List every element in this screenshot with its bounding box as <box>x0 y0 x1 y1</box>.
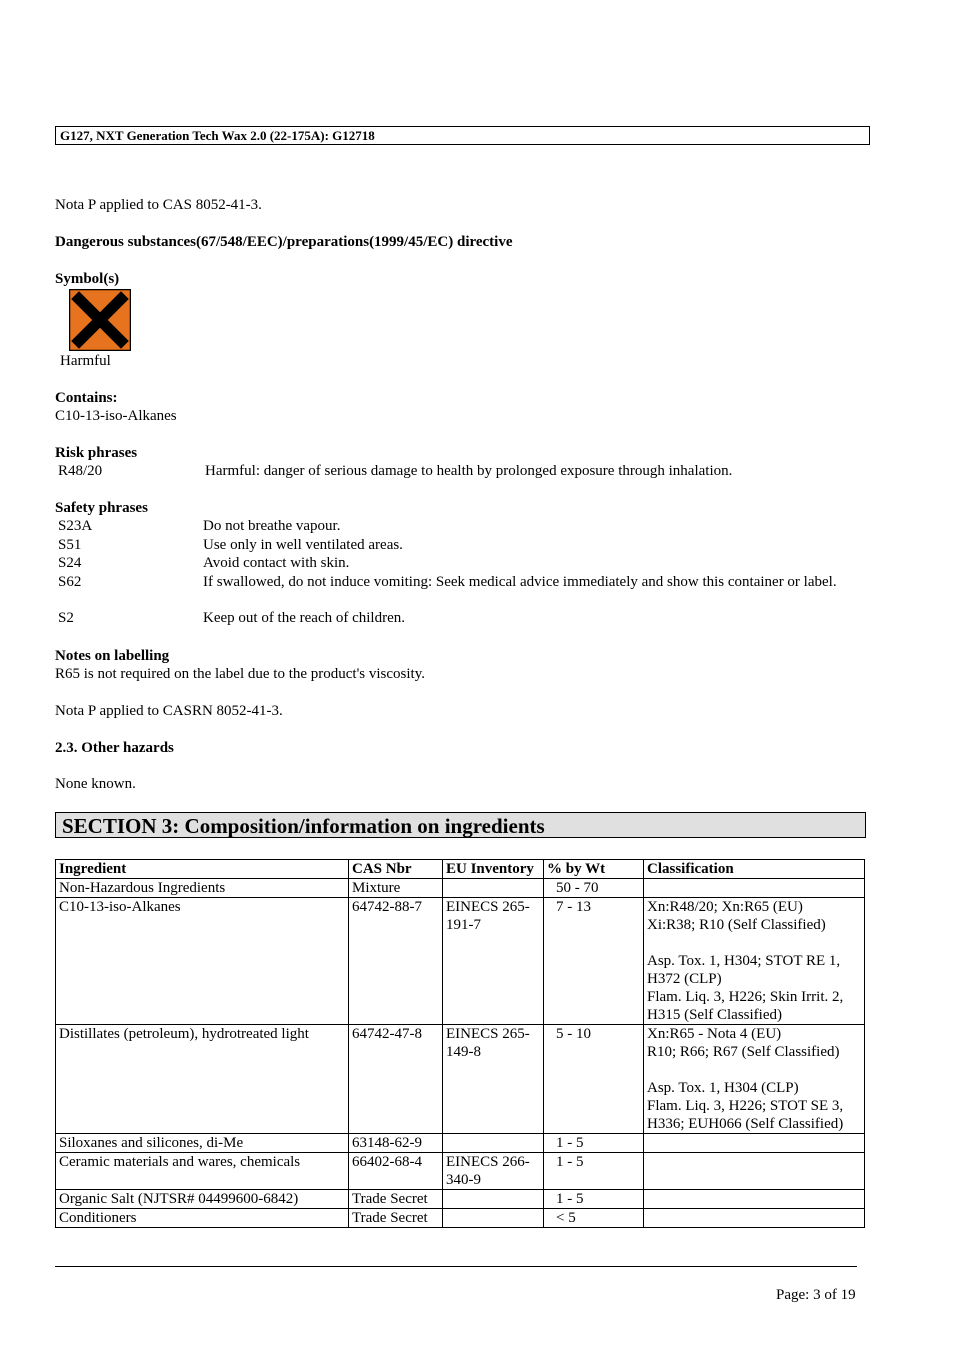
table-row <box>56 1190 865 1209</box>
table-row <box>56 1134 865 1153</box>
eu-inventory-cell: EINECS 265-149-8 <box>443 1025 544 1134</box>
eu-inventory-cell <box>443 1190 544 1209</box>
document-header-product: G127, NXT Generation Tech Wax 2.0 (22-175A): G12718 <box>55 126 870 145</box>
table-row <box>56 898 865 1025</box>
safety-phrase-code: S62 <box>58 574 82 590</box>
weight-percent-cell: 1 - 5 <box>544 1190 644 1209</box>
cas-cell: Trade Secret <box>349 1209 443 1228</box>
eu-inventory-cell <box>443 879 544 898</box>
symbol-label: Harmful <box>60 353 111 369</box>
ingredient-cell: C10-13-iso-Alkanes <box>56 898 349 1025</box>
column-header: CAS Nbr <box>349 860 443 879</box>
cas-cell: Trade Secret <box>349 1190 443 1209</box>
composition-table <box>55 859 865 1228</box>
eu-inventory-cell <box>443 1134 544 1153</box>
cas-cell: 63148-62-9 <box>349 1134 443 1153</box>
ingredient-cell: Organic Salt (NJTSR# 04499600-6842) <box>56 1190 349 1209</box>
symbols-heading: Symbol(s) <box>55 271 120 287</box>
safety-phrase-text: Use only in well ventilated areas. <box>203 537 403 553</box>
cas-cell: 64742-88-7 <box>349 898 443 1025</box>
eu-inventory-cell: EINECS 265-191-7 <box>443 898 544 1025</box>
section-3-title: SECTION 3: Composition/information on ingredients <box>55 812 866 838</box>
column-header: % by Wt <box>544 860 644 879</box>
classification-cell <box>644 1190 865 1209</box>
risk-phrases-heading: Risk phrases <box>55 445 138 461</box>
cas-cell: Mixture <box>349 879 443 898</box>
safety-phrase-text: Avoid contact with skin. <box>203 555 350 571</box>
directive-heading: Dangerous substances(67/548/EEC)/preparations(1999/45/EC) directive <box>55 234 513 250</box>
weight-percent-cell: 5 - 10 <box>544 1025 644 1134</box>
labelling-notes-heading: Notes on labelling <box>55 648 170 664</box>
weight-percent-cell: 50 - 70 <box>544 879 644 898</box>
labelling-nota-p: Nota P applied to CASRN 8052-41-3. <box>55 703 283 719</box>
table-header-row <box>56 860 865 879</box>
classification-cell: Xn:R48/20; Xn:R65 (EU) Xi:R38; R10 (Self Classified) Asp. Tox. 1, H304; STOT RE 1, H372 (CLP) Flam. Liq. 3, H226; Skin Irrit. 2, H315 (Self Classified) <box>644 898 865 1025</box>
cas-cell: 64742-47-8 <box>349 1025 443 1134</box>
classification-cell: Xn:R65 - Nota 4 (EU) R10; R66; R67 (Self Classified) Asp. Tox. 1, H304 (CLP) Flam. Liq. 3, H226; STOT SE 3, H336; EUH066 (Self Classified) <box>644 1025 865 1134</box>
footer-divider <box>55 1266 857 1267</box>
table-row <box>56 879 865 898</box>
risk-phrase-text: Harmful: danger of serious damage to health by prolonged exposure through inhalation. <box>205 463 733 479</box>
ingredient-cell: Siloxanes and silicones, di-Me <box>56 1134 349 1153</box>
weight-percent-cell: 1 - 5 <box>544 1134 644 1153</box>
risk-phrase-code: R48/20 <box>58 463 103 479</box>
other-hazards-heading: 2.3. Other hazards <box>55 740 174 756</box>
ingredient-cell: Non-Hazardous Ingredients <box>56 879 349 898</box>
weight-percent-cell: < 5 <box>544 1209 644 1228</box>
safety-phrase-code: S24 <box>58 555 82 571</box>
table-row <box>56 1025 865 1134</box>
column-header: Ingredient <box>56 860 349 879</box>
safety-phrase-text: If swallowed, do not induce vomiting: Seek medical advice immediately and show this container or label. <box>203 574 837 590</box>
contains-heading: Contains: <box>55 390 118 406</box>
safety-phrase-text: Do not breathe vapour. <box>203 518 341 534</box>
safety-phrase-code: S51 <box>58 537 82 553</box>
nota-p-note: Nota P applied to CAS 8052-41-3. <box>55 197 262 213</box>
column-header: EU Inventory <box>443 860 544 879</box>
ingredient-cell: Distillates (petroleum), hydrotreated light <box>56 1025 349 1134</box>
safety-phrase-code: S2 <box>58 610 74 626</box>
classification-cell <box>644 1153 865 1190</box>
classification-cell <box>644 879 865 898</box>
safety-phrase-text: Keep out of the reach of children. <box>203 610 405 626</box>
safety-phrases-heading: Safety phrases <box>55 500 148 516</box>
ingredient-cell: Ceramic materials and wares, chemicals <box>56 1153 349 1190</box>
table-row <box>56 1209 865 1228</box>
contains-value: C10-13-iso-Alkanes <box>55 408 177 424</box>
classification-cell <box>644 1134 865 1153</box>
weight-percent-cell: 7 - 13 <box>544 898 644 1025</box>
ingredient-cell: Conditioners <box>56 1209 349 1228</box>
safety-phrase-code: S23A <box>58 518 93 534</box>
cas-cell: 66402-68-4 <box>349 1153 443 1190</box>
page-number: Page: 3 of 19 <box>776 1287 856 1303</box>
table-row <box>56 1153 865 1190</box>
weight-percent-cell: 1 - 5 <box>544 1153 644 1190</box>
classification-cell <box>644 1209 865 1228</box>
eu-inventory-cell <box>443 1209 544 1228</box>
eu-inventory-cell: EINECS 266-340-9 <box>443 1153 544 1190</box>
column-header: Classification <box>644 860 865 879</box>
labelling-notes-text: R65 is not required on the label due to the product's viscosity. <box>55 666 425 682</box>
other-hazards-text: None known. <box>55 776 136 792</box>
harmful-hazard-icon <box>69 289 131 351</box>
